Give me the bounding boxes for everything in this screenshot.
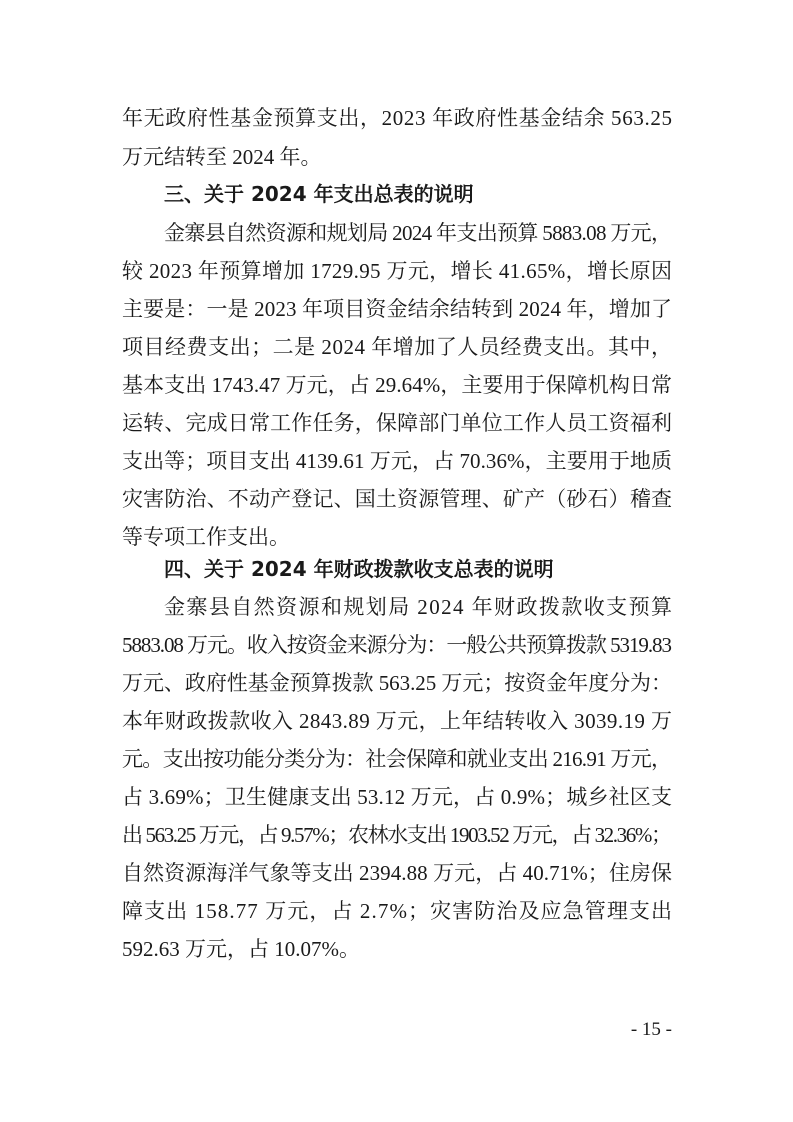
- line-text: 万元、政府性基金预算拨款 563.25 万元；按资金年度分为：: [122, 671, 672, 695]
- line-text: 主要是：一是 2023 年项目资金结余结转到 2024 年，增加了: [122, 297, 673, 321]
- line-text: 金寨县自然资源和规划局 2024 年支出预算 5883.08 万元，: [164, 221, 672, 245]
- line-text: 较 2023 年预算增加 1729.95 万元，增长 41.65%，增长原因: [122, 259, 673, 283]
- line-text: 自然资源海洋气象等支出 2394.88 万元，占 40.71%；住房保: [122, 861, 673, 885]
- body-line: [122, 99, 672, 137]
- line-text: 项目经费支出；二是 2024 年增加了人员经费支出。其中，: [122, 335, 673, 359]
- body-line: [122, 930, 672, 968]
- line-text: 灾害防治、不动产登记、国土资源管理、矿产（砂石）稽查: [122, 487, 673, 511]
- line-text: 等专项工作支出。: [122, 525, 290, 549]
- body-line: [122, 290, 672, 328]
- body-line: [122, 702, 672, 740]
- body-line: [122, 404, 672, 442]
- line-text: 运转、完成日常工作任务，保障部门单位工作人员工资福利: [122, 411, 673, 435]
- line-text: 5883.08 万元。收入按资金来源分为：一般公共预算拨款 5319.83: [122, 633, 671, 657]
- body-line: [122, 480, 672, 518]
- body-line: [164, 588, 672, 626]
- line-text: 基本支出 1743.47 万元，占 29.64%，主要用于保障机构日常: [122, 373, 673, 397]
- section-heading: [164, 175, 672, 213]
- body-line: [122, 328, 672, 366]
- body-line: [122, 740, 672, 778]
- line-text: 占 3.69%；卫生健康支出 53.12 万元，占 0.9%；城乡社区支: [122, 785, 673, 809]
- line-text: 障支出 158.77 万元，占 2.7%；灾害防治及应急管理支出: [122, 899, 674, 923]
- heading-text: 四、关于 2024 年财政拨款收支总表的说明: [164, 557, 554, 581]
- body-line: [122, 442, 672, 480]
- body-line: [122, 816, 672, 854]
- line-text: 592.63 万元，占 10.07%。: [122, 937, 360, 961]
- page-number: - 15 -: [630, 1019, 672, 1040]
- body-line: [122, 778, 672, 816]
- section-heading: [164, 550, 672, 588]
- body-line: [122, 626, 672, 664]
- line-text: 出 563.25 万元，占 9.57%；农林水支出 1903.52 万元，占 32.36%；: [122, 823, 671, 847]
- line-text: 万元结转至 2024 年。: [122, 145, 322, 169]
- body-line: [122, 252, 672, 290]
- line-text: 元。支出按功能分类分为：社会保障和就业支出 216.91 万元，: [122, 747, 672, 771]
- line-text: 金寨县自然资源和规划局 2024 年财政拨款收支预算: [164, 595, 674, 619]
- body-line: [122, 892, 672, 930]
- body-line: [122, 854, 672, 892]
- heading-text: 三、关于 2024 年支出总表的说明: [164, 182, 474, 206]
- line-text: 本年财政拨款收入 2843.89 万元，上年结转收入 3039.19 万: [122, 709, 673, 733]
- body-line: [122, 366, 672, 404]
- body-line: [164, 214, 672, 252]
- body-line: [122, 664, 672, 702]
- line-text: 年无政府性基金预算支出，2023 年政府性基金结余 563.25: [122, 106, 673, 130]
- body-line: [122, 138, 672, 176]
- line-text: 支出等；项目支出 4139.61 万元，占 70.36%，主要用于地质: [122, 449, 673, 473]
